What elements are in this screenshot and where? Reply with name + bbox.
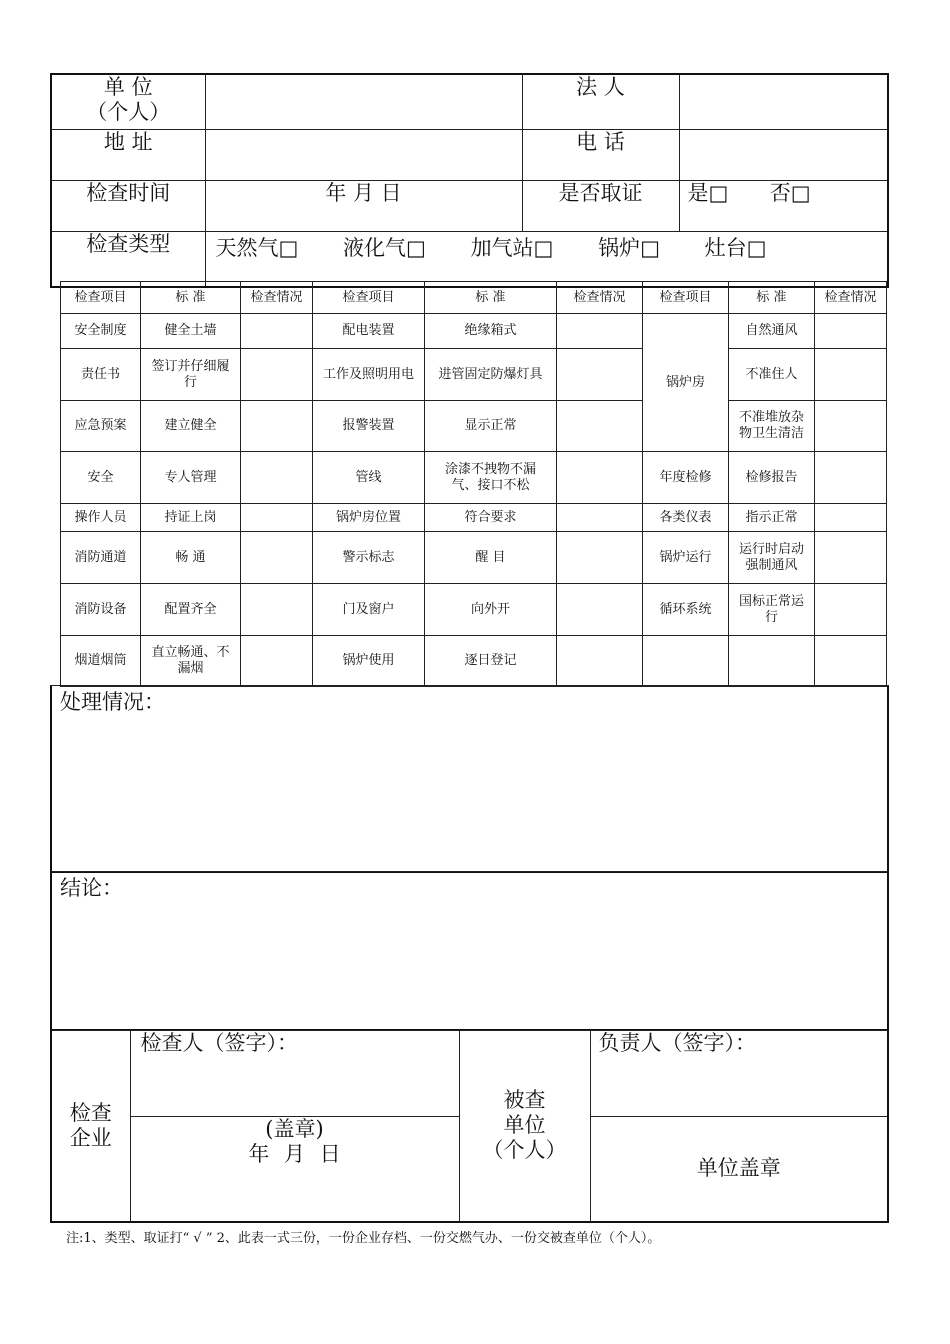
item-result-cell[interactable] [241, 584, 313, 636]
type-gas-station-checkbox[interactable]: 加气站□ [470, 236, 554, 260]
item-name: 年度检修 [643, 452, 729, 504]
item-standard: 符合要求 [425, 504, 557, 532]
grid-header: 检查项目 [61, 282, 141, 314]
item-name: 循环系统 [643, 584, 729, 636]
item-result-cell[interactable] [241, 504, 313, 532]
grid-header: 检查项目 [643, 282, 729, 314]
process-label: 处理情况： [60, 690, 165, 714]
item-name: 各类仪表 [643, 504, 729, 532]
process-section[interactable] [50, 685, 889, 873]
item-name: 配电装置 [313, 314, 425, 349]
item-standard: 自然通风 [729, 314, 815, 349]
info-table [50, 73, 889, 288]
item-result-cell[interactable] [557, 401, 643, 452]
type-stove-checkbox[interactable]: 灶台□ [704, 236, 767, 260]
item-name: 应急预案 [61, 401, 141, 452]
item-result-cell[interactable] [241, 532, 313, 584]
item-result-cell[interactable] [815, 452, 887, 504]
responsible-label: 负责人（签字）： [598, 1031, 756, 1055]
item-standard: 指示正常 [729, 504, 815, 532]
item-result-cell[interactable] [241, 452, 313, 504]
item-standard [729, 636, 815, 687]
type-options [205, 232, 888, 288]
item-name: 安全制度 [61, 314, 141, 349]
item-name: 消防设备 [61, 584, 141, 636]
evidence-label: 是否取证 [522, 181, 679, 232]
inspector-label: 检查人（签字）： [140, 1031, 298, 1055]
item-result-cell[interactable] [557, 584, 643, 636]
check-company-label: 检查 企业 [51, 1031, 130, 1222]
item-standard: 绝缘箱式 [425, 314, 557, 349]
grid-header: 检查情况 [557, 282, 643, 314]
item-standard: 运行时启动强制通风 [729, 532, 815, 584]
item-result-cell[interactable] [557, 636, 643, 687]
seal-cell[interactable] [130, 1117, 459, 1222]
item-result-cell[interactable] [241, 401, 313, 452]
item-result-cell[interactable] [557, 349, 643, 401]
unit-label: 单 位 （个人） [51, 74, 205, 130]
item-result-cell[interactable] [815, 349, 887, 401]
type-boiler-checkbox[interactable]: 锅炉□ [598, 236, 660, 260]
conclusion-label: 结论： [60, 876, 123, 900]
item-result-cell[interactable] [557, 314, 643, 349]
grid-header: 检查情况 [241, 282, 313, 314]
unit-field[interactable] [205, 74, 522, 130]
item-result-cell[interactable] [815, 636, 887, 687]
signature-table [50, 1030, 889, 1223]
item-name: 报警装置 [313, 401, 425, 452]
item-name: 工作及照明用电 [313, 349, 425, 401]
footnote: 注:1、类型、取证打“ √ ” 2、此表一式三份，一份企业存档、一份交燃气办、一份交被查单位（个人）。 [66, 1231, 661, 1246]
inspected-unit-label: 被查 单位 （个人） [459, 1031, 590, 1222]
item-name: 锅炉运行 [643, 532, 729, 584]
grid-header: 标 准 [729, 282, 815, 314]
item-standard: 涂漆不拽物不漏气、接口不松 [425, 452, 557, 504]
item-standard: 配置齐全 [141, 584, 241, 636]
type-label: 检查类型 [51, 232, 205, 288]
inspection-grid [60, 281, 887, 687]
item-result-cell[interactable] [815, 532, 887, 584]
evidence-yes-checkbox[interactable]: 是□ [687, 181, 729, 205]
item-name: 锅炉使用 [313, 636, 425, 687]
item-standard: 检修报告 [729, 452, 815, 504]
item-result-cell[interactable] [815, 314, 887, 349]
time-label: 检查时间 [51, 181, 205, 232]
item-result-cell[interactable] [557, 504, 643, 532]
type-natural-gas-checkbox[interactable]: 天然气□ [215, 236, 299, 260]
item-name: 门及窗户 [313, 584, 425, 636]
item-standard: 专人管理 [141, 452, 241, 504]
item-name-boiler-room: 锅炉房 [643, 314, 729, 452]
item-standard: 国标正常运行 [729, 584, 815, 636]
phone-label: 电 话 [522, 130, 679, 181]
item-result-cell[interactable] [557, 532, 643, 584]
item-result-cell[interactable] [815, 504, 887, 532]
type-lpg-checkbox[interactable]: 液化气□ [343, 236, 426, 260]
inspector-signature-cell[interactable] [130, 1031, 459, 1117]
item-standard: 健全土墙 [141, 314, 241, 349]
item-result-cell[interactable] [815, 401, 887, 452]
item-name: 管线 [313, 452, 425, 504]
address-field[interactable] [205, 130, 522, 181]
date-field[interactable]: 年 月 日 [205, 181, 522, 232]
conclusion-section[interactable] [50, 871, 889, 1031]
legal-label: 法 人 [522, 74, 679, 130]
item-name: 安全 [61, 452, 141, 504]
item-standard: 不准堆放杂物卫生清洁 [729, 401, 815, 452]
item-standard: 向外开 [425, 584, 557, 636]
item-standard: 建立健全 [141, 401, 241, 452]
item-name: 责任书 [61, 349, 141, 401]
address-label: 地 址 [51, 130, 205, 181]
item-standard: 不准住人 [729, 349, 815, 401]
item-standard: 显示正常 [425, 401, 557, 452]
item-name: 烟道烟筒 [61, 636, 141, 687]
evidence-no-checkbox[interactable]: 否□ [769, 181, 811, 205]
evidence-options [679, 181, 888, 232]
item-standard: 直立畅通、不漏烟 [141, 636, 241, 687]
unit-seal-cell[interactable] [590, 1117, 888, 1222]
item-name: 操作人员 [61, 504, 141, 532]
item-result-cell[interactable] [241, 636, 313, 687]
unit-seal-label: 单位盖章 [696, 1156, 781, 1181]
item-name: 锅炉房位置 [313, 504, 425, 532]
item-standard: 进管固定防爆灯具 [425, 349, 557, 401]
item-standard: 畅 通 [141, 532, 241, 584]
seal-date: 年 月 日 [248, 1142, 341, 1167]
item-name [643, 636, 729, 687]
item-standard: 逐日登记 [425, 636, 557, 687]
item-standard: 签订并仔细履行 [141, 349, 241, 401]
item-result-cell[interactable] [241, 314, 313, 349]
seal-label: (盖章) [265, 1117, 324, 1141]
grid-header: 检查情况 [815, 282, 887, 314]
item-standard: 醒 目 [425, 532, 557, 584]
item-result-cell[interactable] [241, 349, 313, 401]
legal-field[interactable] [679, 74, 888, 130]
item-standard: 持证上岗 [141, 504, 241, 532]
responsible-signature-cell[interactable] [590, 1031, 888, 1117]
item-name: 警示标志 [313, 532, 425, 584]
phone-field[interactable] [679, 130, 888, 181]
grid-header: 标 准 [425, 282, 557, 314]
grid-header: 标 准 [141, 282, 241, 314]
item-result-cell[interactable] [815, 584, 887, 636]
item-result-cell[interactable] [557, 452, 643, 504]
item-name: 消防通道 [61, 532, 141, 584]
grid-header: 检查项目 [313, 282, 425, 314]
